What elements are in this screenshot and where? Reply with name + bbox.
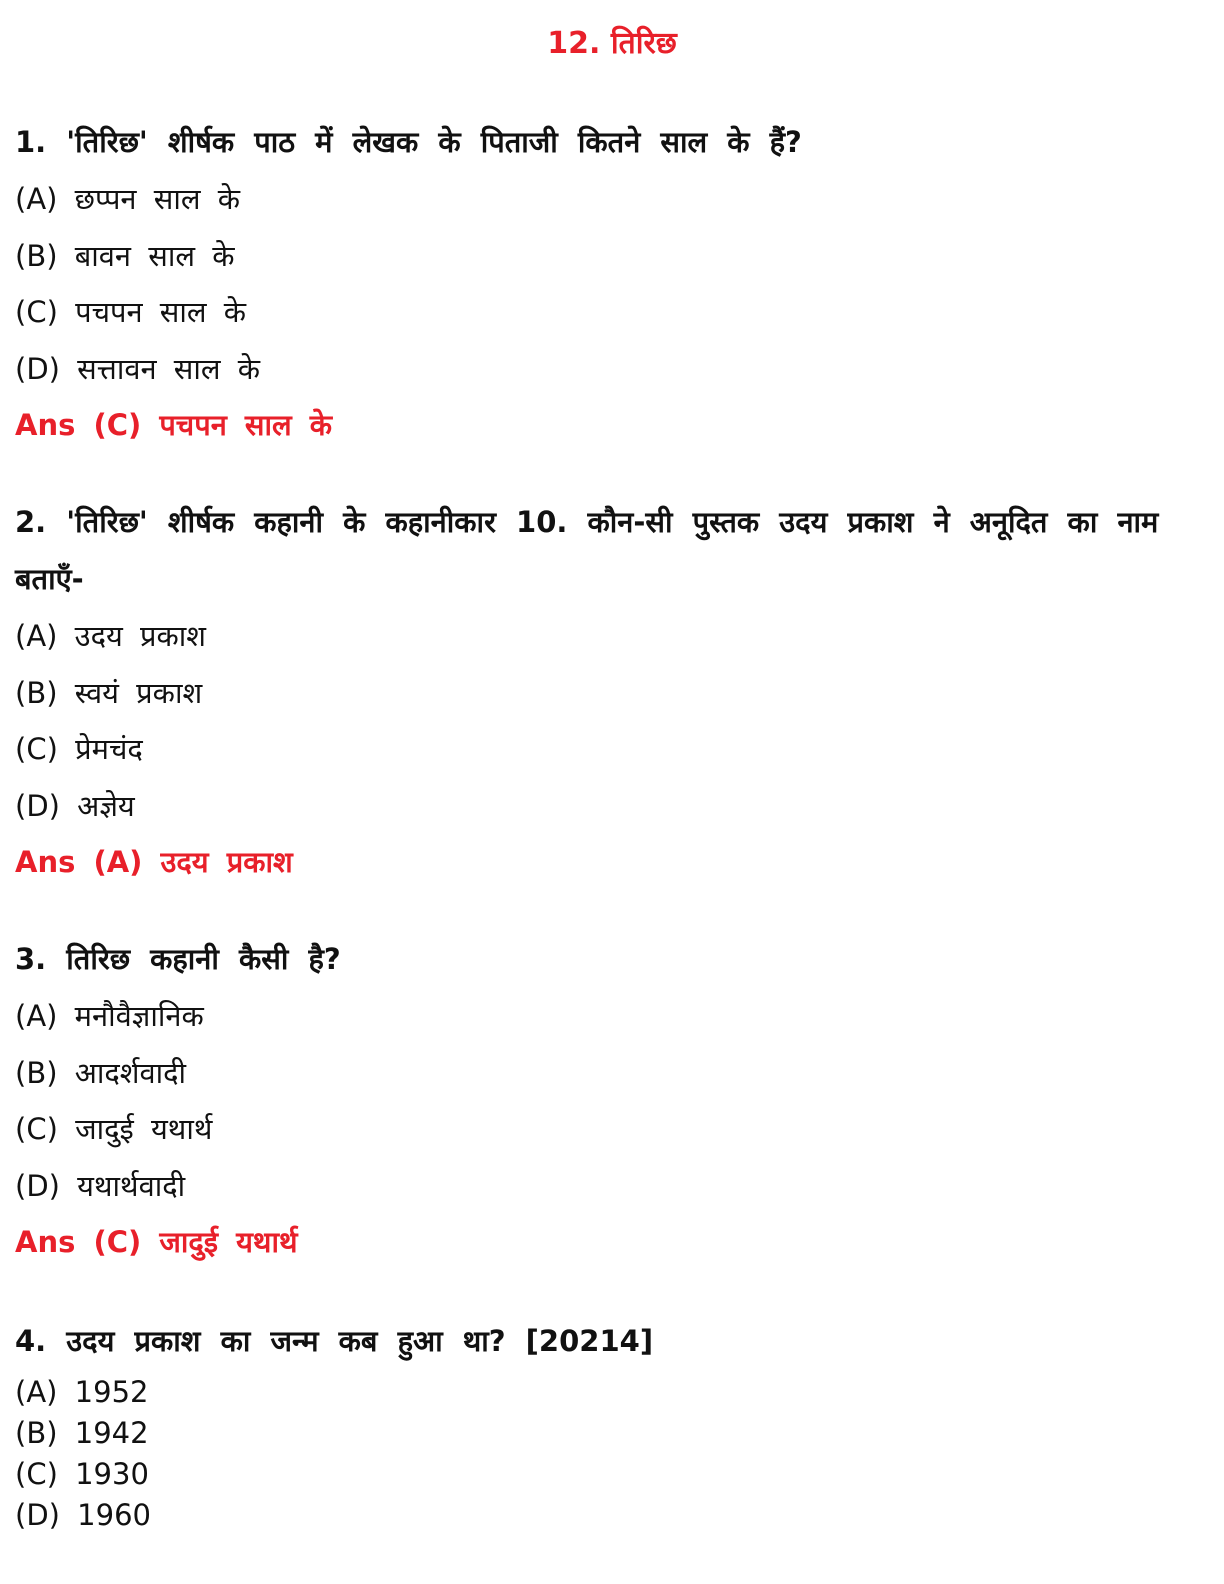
option-d: (D) यथार्थवादी <box>15 1168 186 1203</box>
question-block-1 <box>15 114 1210 454</box>
question-block-4 <box>15 1313 1210 1536</box>
option-d: (D) सत्तावन साल के <box>15 351 261 386</box>
question-text: 4. उदय प्रकाश का जन्म कब हुआ था? [20214] <box>15 1324 654 1358</box>
question-text: 2. 'तिरिछ' शीर्षक कहानी के कहानीकार 10. कौन-सी पुस्तक उदय प्रकाश ने अनूदित का नाम बताएँ- <box>15 505 1159 596</box>
options-list <box>15 171 1210 397</box>
option-a: (A) मनौवैज्ञानिक <box>15 999 204 1033</box>
option-c: (C) जादुई यथार्थ <box>15 1112 213 1146</box>
answer-text: Ans (C) जादुई यथार्थ <box>15 1225 298 1259</box>
option-a: (A) उदय प्रकाश <box>15 619 207 653</box>
option-c: (C) पचपन साल के <box>15 295 247 329</box>
options-list <box>15 988 1210 1214</box>
option-d: (D) अज्ञेय <box>15 788 135 823</box>
option-b: (B) 1942 <box>15 1416 149 1450</box>
options-list <box>15 1372 1210 1536</box>
chapter-title: 12. तिरिछ <box>547 26 677 61</box>
question-text: 3. तिरिछ कहानी कैसी है? <box>15 942 341 976</box>
answer-text: Ans (A) उदय प्रकाश <box>15 845 293 879</box>
option-d: (D) 1960 <box>15 1498 151 1532</box>
question-text: 1. 'तिरिछ' शीर्षक पाठ में लेखक के पिताजी कितने साल के हैं? <box>15 125 802 159</box>
option-b: (B) स्वयं प्रकाश <box>15 675 203 710</box>
option-c: (C) प्रेमचंद <box>15 732 143 766</box>
option-b: (B) बावन साल के <box>15 238 235 273</box>
option-a: (A) 1952 <box>15 1375 149 1409</box>
answer-text: Ans (C) पचपन साल के <box>15 408 333 442</box>
options-list <box>15 608 1210 834</box>
question-block-3 <box>15 931 1210 1271</box>
option-c: (C) 1930 <box>15 1457 149 1491</box>
option-a: (A) छप्पन साल के <box>15 182 240 216</box>
question-block-2 <box>15 494 1210 891</box>
option-b: (B) आदर्शवादी <box>15 1055 187 1090</box>
